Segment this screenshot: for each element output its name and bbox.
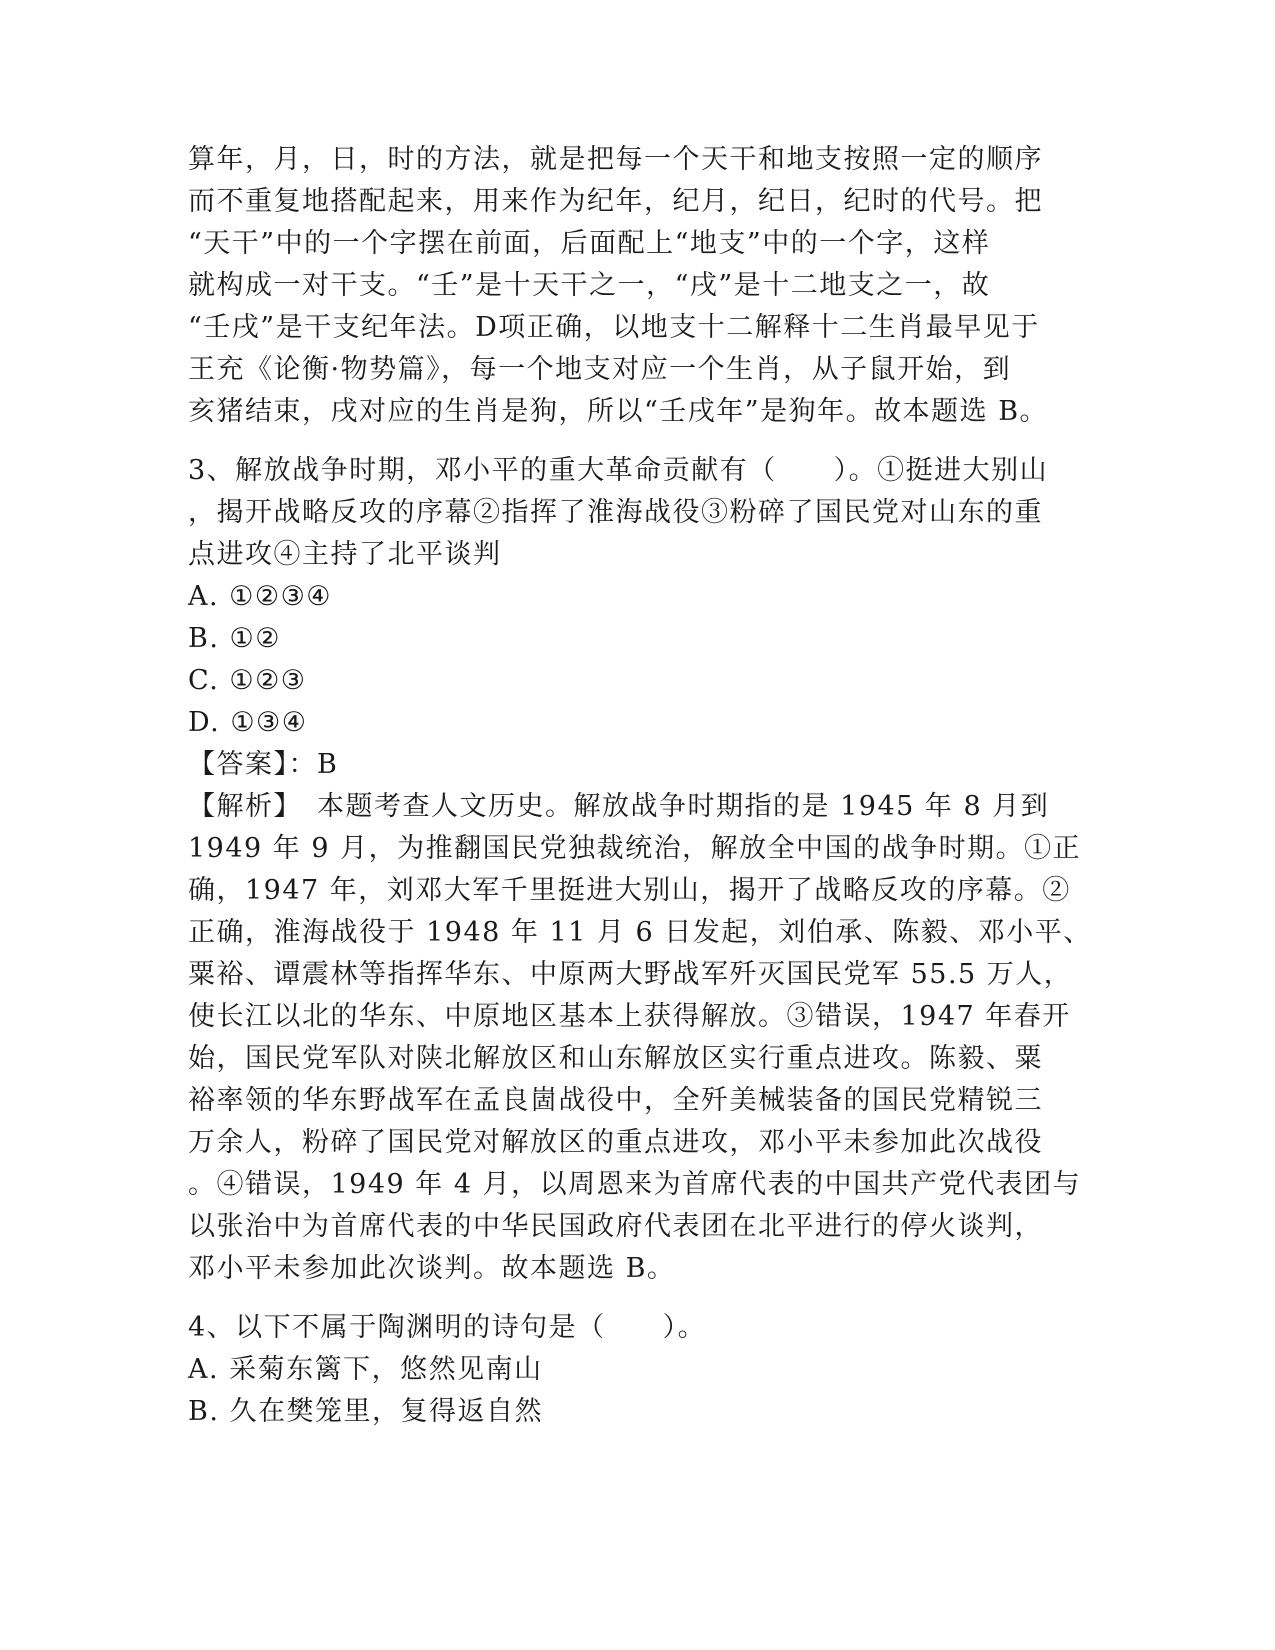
analysis-line: 裕率领的华东野战军在孟良崮战役中，全歼美械装备的国民党精锐三	[188, 1085, 1043, 1116]
analysis-line: 。④错误，1949 年 4 月，以周恩来为首席代表的中国共产党代表团与	[188, 1169, 1082, 1200]
text-line: 而不重复地搭配起来，用来作为纪年，纪月，纪日，纪时的代号。把	[188, 186, 1043, 217]
analysis-line: 【解析】 本题考查人文历史。解放战争时期指的是 1945 年 8 月到	[188, 791, 1050, 822]
analysis-line: 粟裕、谭震林等指挥华东、中原两大野战军歼灭国民党军 55.5 万人，	[188, 959, 1073, 990]
text-line: 算年，月，日，时的方法，就是把每一个天干和地支按照一定的顺序	[188, 144, 1043, 175]
analysis-line: 1949 年 9 月，为推翻国民党独裁统治，解放全中国的战争时期。①正	[188, 833, 1082, 864]
text-line: “壬戌”是干支纪年法。D项正确，以地支十二解释十二生肖最早见于	[188, 312, 1040, 343]
question-stem-line: ，揭开战略反攻的序幕②指挥了淮海战役③粉碎了国民党对山东的重	[188, 497, 1043, 528]
text-line: 亥猪结束，戌对应的生肖是狗，所以“壬戌年”是狗年。故本题选 B。	[188, 396, 1049, 427]
analysis-line: 以张治中为首席代表的中华民国政府代表团在北平进行的停火谈判，	[188, 1211, 1043, 1242]
option-a: A. 采菊东篱下，悠然见南山	[188, 1354, 543, 1385]
analysis-line: 使长江以北的华东、中原地区基本上获得解放。③错误，1947 年春开	[188, 1001, 1071, 1032]
option-c: C. ①②③	[188, 665, 307, 696]
analysis-line: 正确，淮海战役于 1948 年 11 月 6 日发起，刘伯承、陈毅、邓小平、	[188, 917, 1092, 948]
question-stem-line: 3、解放战争时期，邓小平的重大革命贡献有（ ）。①挺进大别山	[188, 455, 1049, 486]
option-b: B. 久在樊笼里，复得返自然	[188, 1396, 544, 1427]
text-line: “天干”中的一个字摆在前面，后面配上“地支”中的一个字，这样	[188, 228, 991, 259]
option-b: B. ①②	[188, 623, 281, 654]
text-line: 就构成一对干支。“壬”是十天干之一，“戌”是十二地支之一，故	[188, 270, 991, 301]
text-line: 王充《论衡·物势篇》，每一个地支对应一个生肖，从子鼠开始，到	[188, 354, 1012, 385]
answer-line: 【答案】：B	[188, 749, 339, 780]
question-stem-line: 4、以下不属于陶渊明的诗句是（ ）。	[188, 1312, 707, 1343]
analysis-line: 始，国民党军队对陕北解放区和山东解放区实行重点进攻。陈毅、粟	[188, 1043, 1043, 1074]
option-a: A. ①②③④	[188, 581, 332, 612]
question-stem-line: 点进攻④主持了北平谈判	[188, 539, 502, 570]
analysis-line: 万余人，粉碎了国民党对解放区的重点进攻，邓小平未参加此次战役	[188, 1127, 1043, 1158]
analysis-line: 确，1947 年，刘邓大军千里挺进大别山，揭开了战略反攻的序幕。②	[188, 875, 1071, 906]
option-d: D. ①③④	[188, 707, 308, 738]
analysis-line: 邓小平未参加此次谈判。故本题选 B。	[188, 1253, 676, 1284]
